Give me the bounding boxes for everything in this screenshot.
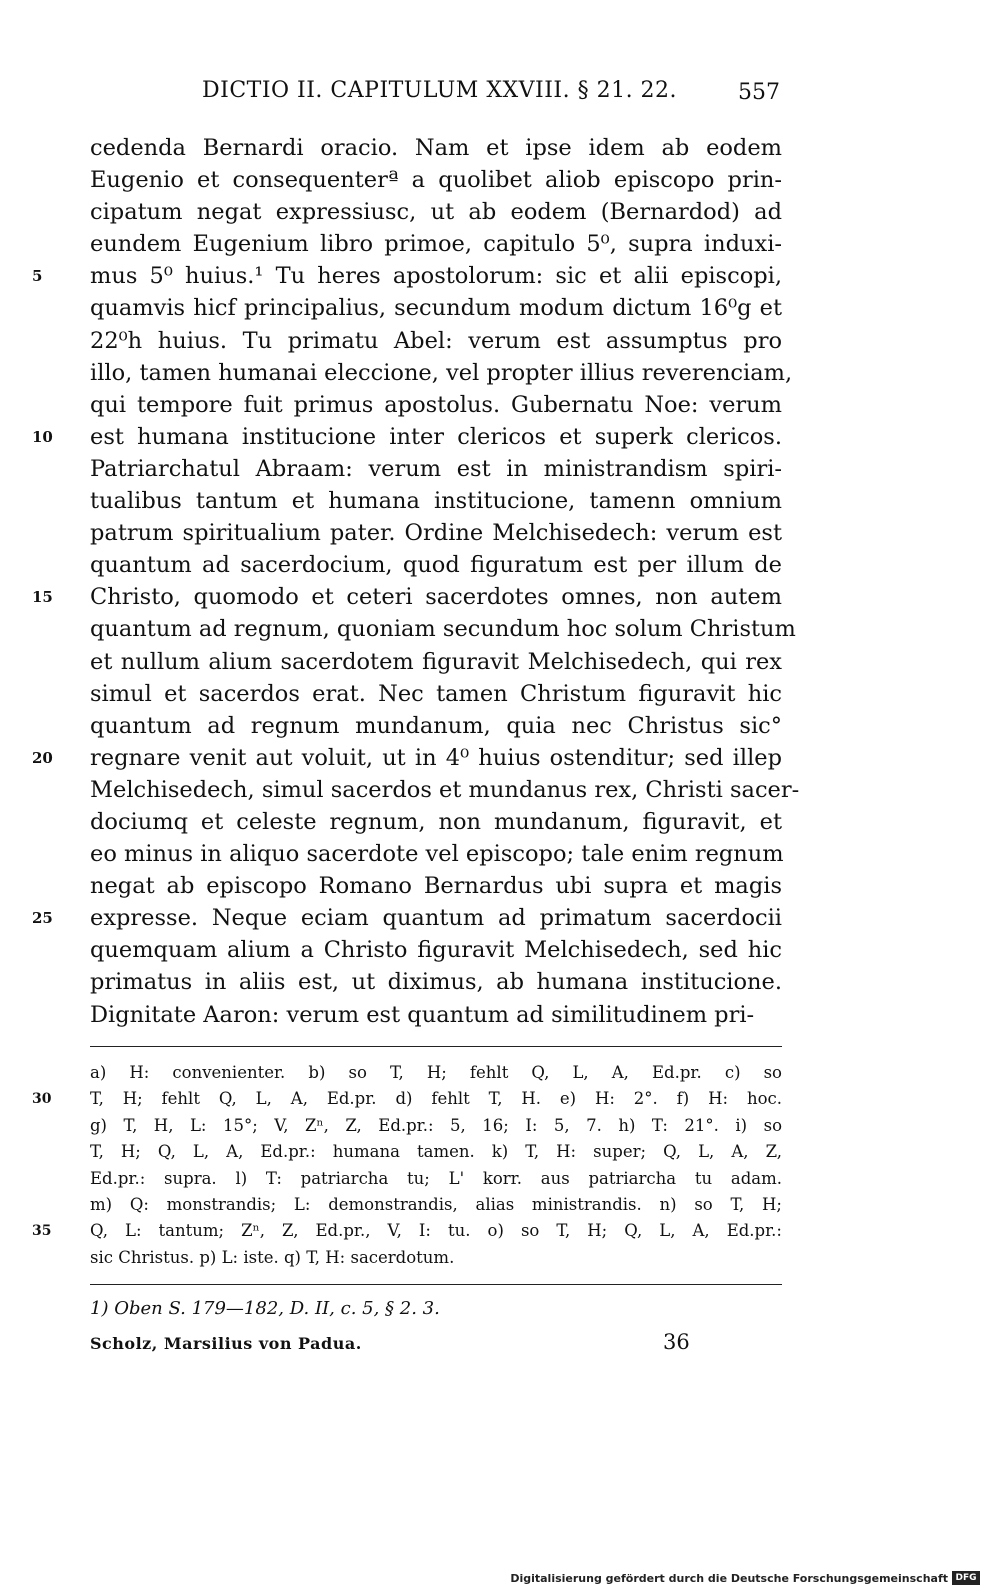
text-line [90,934,782,966]
line-text: eo minus in aliquo sacerdote vel episcopo; tale enim regnum [90,841,784,868]
footnote-line [90,1192,782,1218]
text-line [90,132,782,164]
text-line [90,999,782,1031]
digitization-credit: Digitalisierung gefördert durch die Deutsche Forschungsgemeinschaft [510,1572,948,1585]
line-text: m) Q: monstrandis; L: demonstrandis, alias ministrandis. n) so T, H; [90,1194,782,1214]
line-text: simul et sacerdos erat. Nec tamen Christum figuravit hic [90,680,782,707]
text-line [90,549,782,581]
text-line [90,292,782,324]
line-text: regnare venit aut voluit, ut in 4⁰ huius ostenditur; sed illep [90,744,782,771]
line-text: Patriarchatul Abraam: verum est in ministrandism spiri- [90,455,782,482]
text-line [90,870,782,902]
note-separator [90,1284,782,1285]
text-line [32,260,782,292]
line-text: tualibus tantum et humana institucione, tamenn omnium [90,488,782,515]
line-text: expresse. Neque eciam quantum ad primatum sacerdocii [90,905,782,932]
text-line [32,742,782,774]
footnote-1: 1) Oben S. 179—182, D. II, c. 5, § 2. 3. [90,1298,440,1319]
page-header [90,78,780,118]
text-line [90,357,793,389]
line-number: 30 [32,1091,52,1108]
running-title: DICTIO II. CAPITULUM XXVIII. § 21. 22. [202,78,678,103]
footnote-line [90,1166,782,1192]
line-text: Eugenio et consequenterª a quolibet aliob episcopo prin- [90,167,782,194]
text-line [90,325,782,357]
text-line [90,774,800,806]
line-text: quantum ad sacerdocium, quod figuratum est per illum de [90,552,782,579]
dfg-logo: DFG [952,1571,980,1585]
line-text: eundem Eugenium libro primoe, capitulo 5⁰, supra induxi- [90,231,782,258]
footnote-line [90,1139,782,1165]
line-number: 10 [32,427,53,446]
footnote-separator [90,1046,782,1047]
text-line [90,485,782,517]
line-text: g) T, H, L: 15°; V, Zⁿ, Z, Ed.pr.: 5, 16; I: 5, 7. h) T: 21°. i) so [90,1115,782,1135]
line-text: Q, L: tantum; Zⁿ, Z, Ed.pr., V, I: tu. o) so T, H; Q, L, A, Ed.pr.: [90,1221,782,1241]
text-line [90,710,782,742]
line-text: negat ab episcopo Romano Bernardus ubi supra et magis [90,873,782,900]
text-line [90,966,782,998]
line-text: mus 5⁰ huius.¹ Tu heres apostolorum: sic et alii episcopi, [90,263,782,290]
line-text: quantum ad regnum mundanum, quia nec Christus sic° [90,712,782,739]
line-text: cipatum negat expressiusc, ut ab eodem (Bernardod) ad [90,199,782,226]
page-number: 557 [738,80,780,105]
text-line [90,164,782,196]
main-text [32,132,800,1031]
line-number: 20 [32,748,53,767]
line-text: est humana institucione inter clericos et superk clericos. [90,423,782,450]
footnote-line [32,1218,782,1244]
line-text: Melchisedech, simul sacerdos et mundanus rex, Christi sacer- [90,776,800,803]
line-text: Dignitate Aaron: verum est quantum ad similitudinem pri- [90,1001,755,1028]
line-text: patrum spiritualium pater. Ordine Melchisedech: verum est [90,520,782,547]
text-line [32,902,782,934]
line-number: 25 [32,909,53,928]
line-text: cedenda Bernardi oracio. Nam et ipse idem ab eodem [90,135,782,161]
text-line [90,646,782,678]
line-text: 22⁰h huius. Tu primatu Abel: verum est assumptus pro [90,327,782,354]
line-text: Ed.pr.: supra. l) T: patriarcha tu; L' korr. aus patriarcha tu adam. [90,1168,782,1188]
footnote-line [90,1113,782,1139]
line-number: 35 [32,1223,52,1240]
footnote-line [90,1060,782,1086]
text-line [90,196,782,228]
text-line [32,421,782,453]
text-line [90,678,782,710]
line-text: dociumq et celeste regnum, non mundanum, figuravit, et [90,808,782,835]
line-number: 15 [32,588,53,607]
line-text: qui tempore fuit primus apostolus. Gubernatu Noe: verum [90,391,782,418]
line-text: quemquam alium a Christo figuravit Melchisedech, sed hic [90,937,782,964]
footnote-line [32,1086,782,1112]
text-line [90,806,782,838]
line-text: illo, tamen humanai eleccione, vel propter illius reverenciam, [90,359,793,386]
text-line [32,581,782,613]
footnote-line [90,1245,782,1271]
line-text: T, H; fehlt Q, L, A, Ed.pr. d) fehlt T, H. e) H: 2°. f) H: hoc. [90,1089,782,1109]
text-line [90,613,796,645]
line-text: a) H: convenienter. b) so T, H; fehlt Q, L, A, Ed.pr. c) so [90,1063,782,1082]
line-number: 5 [32,267,43,286]
text-line [90,228,782,260]
text-line [90,838,782,870]
sheet-number: 36 [663,1330,690,1354]
critical-apparatus [32,1060,782,1271]
line-text: sic Christus. p) L: iste. q) T, H: sacerdotum. [90,1247,455,1267]
line-text: primatus in aliis est, ut diximus, ab humana institucione. [90,969,782,996]
text-line [90,453,782,485]
line-text: quantum ad regnum, quoniam secundum hoc solum Christum [90,616,796,643]
line-text: T, H; Q, L, A, Ed.pr.: humana tamen. k) T, H: super; Q, L, A, Z, [90,1142,782,1162]
signature-line: Scholz, Marsilius von Padua. [90,1334,362,1353]
line-text: et nullum alium sacerdotem figuravit Melchisedech, qui rex [90,648,782,675]
text-line [90,517,782,549]
text-line [90,389,782,421]
line-text: Christo, quomodo et ceteri sacerdotes omnes, non autem [90,584,782,611]
line-text: quamvis hicf principalius, secundum modum dictum 16⁰g et [90,295,782,322]
